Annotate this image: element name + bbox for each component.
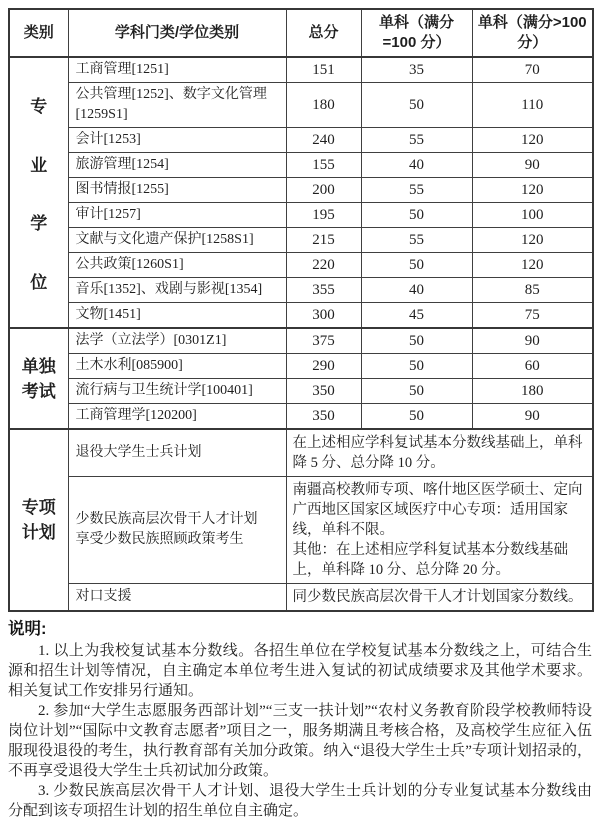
table-row xyxy=(9,379,593,404)
total-score-cell: 290 xyxy=(286,354,361,379)
category-cell-2 xyxy=(9,328,68,429)
table-row xyxy=(9,303,593,329)
total-score-cell: 195 xyxy=(286,203,361,228)
single-subject-over-100-cell: 85 xyxy=(472,278,593,303)
single-subject-over-100-cell: 90 xyxy=(472,153,593,178)
single-subject-100-cell: 50 xyxy=(361,253,472,278)
subject-cell: 退役大学生士兵计划 xyxy=(68,429,286,477)
subject-cell: 图书情报[1255] xyxy=(68,178,286,203)
header-row xyxy=(9,9,593,57)
subject-cell: 音乐[1352]、戏剧与影视[1354] xyxy=(68,278,286,303)
single-subject-over-100-cell: 75 xyxy=(472,303,593,329)
table-row xyxy=(9,83,593,128)
total-score-cell: 350 xyxy=(286,379,361,404)
total-score-cell: 350 xyxy=(286,404,361,430)
subject-cell: 审计[1257] xyxy=(68,203,286,228)
category-char: 专 xyxy=(30,96,48,116)
subject-cell: 公共政策[1260S1] xyxy=(68,253,286,278)
single-subject-100-cell: 50 xyxy=(361,328,472,354)
single-subject-100-cell: 50 xyxy=(361,354,472,379)
category-cell-3 xyxy=(9,429,68,611)
table-row xyxy=(9,278,593,303)
single-subject-100-cell: 55 xyxy=(361,128,472,153)
column-header-3: 总分 xyxy=(286,9,361,57)
column-header-2: 学科门类/学位类别 xyxy=(68,9,286,57)
table-row xyxy=(9,203,593,228)
category-label: 专项 计划 xyxy=(21,498,56,542)
table-row xyxy=(9,253,593,278)
table-row xyxy=(9,477,593,584)
note-item-3: 3. 少数民族高层次骨干人才计划、退役大学生士兵计划的分专业复试基本分数线由分配到该专项招生计划的招生单位自主确定。 xyxy=(8,783,592,819)
total-score-cell: 355 xyxy=(286,278,361,303)
table-row xyxy=(9,354,593,379)
subject-cell: 工商管理[1251] xyxy=(68,57,286,83)
policy-cell xyxy=(286,584,593,612)
column-header-5: 单科（满分>100 分） xyxy=(472,9,593,57)
policy-line: 南疆高校教师专项、喀什地区医学硕士、定向广西地区国家区域医疗中心专项：适用国家线，单科不限。 xyxy=(292,482,583,538)
category-label xyxy=(10,58,68,327)
single-subject-over-100-cell: 110 xyxy=(472,83,593,128)
single-subject-100-cell: 40 xyxy=(361,153,472,178)
total-score-cell: 240 xyxy=(286,128,361,153)
single-subject-over-100-cell: 100 xyxy=(472,203,593,228)
subject-cell: 流行病与卫生统计学[100401] xyxy=(68,379,286,404)
policy-line: 同少数民族高层次骨干人才计划国家分数线。 xyxy=(292,589,583,605)
column-header-1: 类别 xyxy=(9,9,68,57)
policy-line: 在上述相应学科复试基本分数线基础上，单科降 5 分、总分降 10 分。 xyxy=(292,435,583,471)
single-subject-over-100-cell: 70 xyxy=(472,57,593,83)
notes-section xyxy=(8,617,592,821)
single-subject-over-100-cell: 120 xyxy=(472,128,593,153)
total-score-cell: 151 xyxy=(286,57,361,83)
category-cell-1 xyxy=(9,57,68,328)
subject-cell: 工商管理学[120200] xyxy=(68,404,286,430)
policy-cell xyxy=(286,477,593,584)
category-char: 学 xyxy=(30,214,48,234)
single-subject-100-cell: 50 xyxy=(361,203,472,228)
single-subject-100-cell: 50 xyxy=(361,379,472,404)
single-subject-100-cell: 35 xyxy=(361,57,472,83)
table-header xyxy=(9,9,593,57)
single-subject-over-100-cell: 120 xyxy=(472,253,593,278)
subject-cell: 文献与文化遗产保护[1258S1] xyxy=(68,228,286,253)
table-row xyxy=(9,178,593,203)
category-char: 业 xyxy=(30,155,48,175)
policy-line: 其他：在上述相应学科复试基本分数线基础上，单科降 10 分、总分降 20 分。 xyxy=(292,542,568,578)
total-score-cell: 375 xyxy=(286,328,361,354)
single-subject-100-cell: 50 xyxy=(361,83,472,128)
table-row xyxy=(9,429,593,477)
subject-cell: 土木水利[085900] xyxy=(68,354,286,379)
table-row xyxy=(9,57,593,83)
table-row xyxy=(9,153,593,178)
single-subject-100-cell: 40 xyxy=(361,278,472,303)
total-score-cell: 215 xyxy=(286,228,361,253)
subject-cell: 对口支援 xyxy=(68,584,286,612)
admission-score-table xyxy=(8,8,594,612)
note-item-2: 2. 参加“大学生志愿服务西部计划”“三支一扶计划”“农村义务教育阶段学校教师特设岗位计划”“国际中文教育志愿者”项目之一，服务期满且考核合格，及高校学生应征入伍服现役退役的考生，执行教育部有关加分政策。纳入“退役大学生士兵”专项计划招录的，不再享受退役大学生士兵初试加分政策。 xyxy=(8,703,592,779)
category-char: 位 xyxy=(30,273,48,293)
subject-cell: 会计[1253] xyxy=(68,128,286,153)
single-subject-100-cell: 50 xyxy=(361,404,472,430)
total-score-cell: 300 xyxy=(286,303,361,329)
policy-cell xyxy=(286,429,593,477)
notes-title: 说明: xyxy=(8,620,47,638)
subject-cell: 文物[1451] xyxy=(68,303,286,329)
table-row xyxy=(9,228,593,253)
single-subject-over-100-cell: 120 xyxy=(472,228,593,253)
single-subject-over-100-cell: 60 xyxy=(472,354,593,379)
subject-cell: 少数民族高层次骨干人才计划 享受少数民族照顾政策考生 xyxy=(68,477,286,584)
subject-cell: 旅游管理[1254] xyxy=(68,153,286,178)
single-subject-100-cell: 55 xyxy=(361,228,472,253)
subject-cell: 法学（立法学）[0301Z1] xyxy=(68,328,286,354)
category-label: 单独 考试 xyxy=(21,356,56,401)
single-subject-over-100-cell: 120 xyxy=(472,178,593,203)
total-score-cell: 155 xyxy=(286,153,361,178)
single-subject-over-100-cell: 180 xyxy=(472,379,593,404)
table-row xyxy=(9,404,593,430)
total-score-cell: 180 xyxy=(286,83,361,128)
total-score-cell: 220 xyxy=(286,253,361,278)
note-item-1: 1. 以上为我校复试基本分数线。各招生单位在学校复试基本分数线之上，可结合生源和招生计划等情况，自主确定本单位考生进入复试的初试成绩要求及其他学术要求。相关复试工作安排另行通知。 xyxy=(8,643,592,699)
table-row xyxy=(9,584,593,612)
total-score-cell: 200 xyxy=(286,178,361,203)
subject-cell: 公共管理[1252]、数字文化管理[1259S1] xyxy=(68,83,286,128)
single-subject-over-100-cell: 90 xyxy=(472,328,593,354)
table-row xyxy=(9,128,593,153)
single-subject-100-cell: 55 xyxy=(361,178,472,203)
notes-list xyxy=(8,641,592,821)
table-row xyxy=(9,328,593,354)
single-subject-100-cell: 45 xyxy=(361,303,472,329)
single-subject-over-100-cell: 90 xyxy=(472,404,593,430)
table-body xyxy=(9,57,593,611)
column-header-4: 单科（满分=100 分） xyxy=(361,9,472,57)
